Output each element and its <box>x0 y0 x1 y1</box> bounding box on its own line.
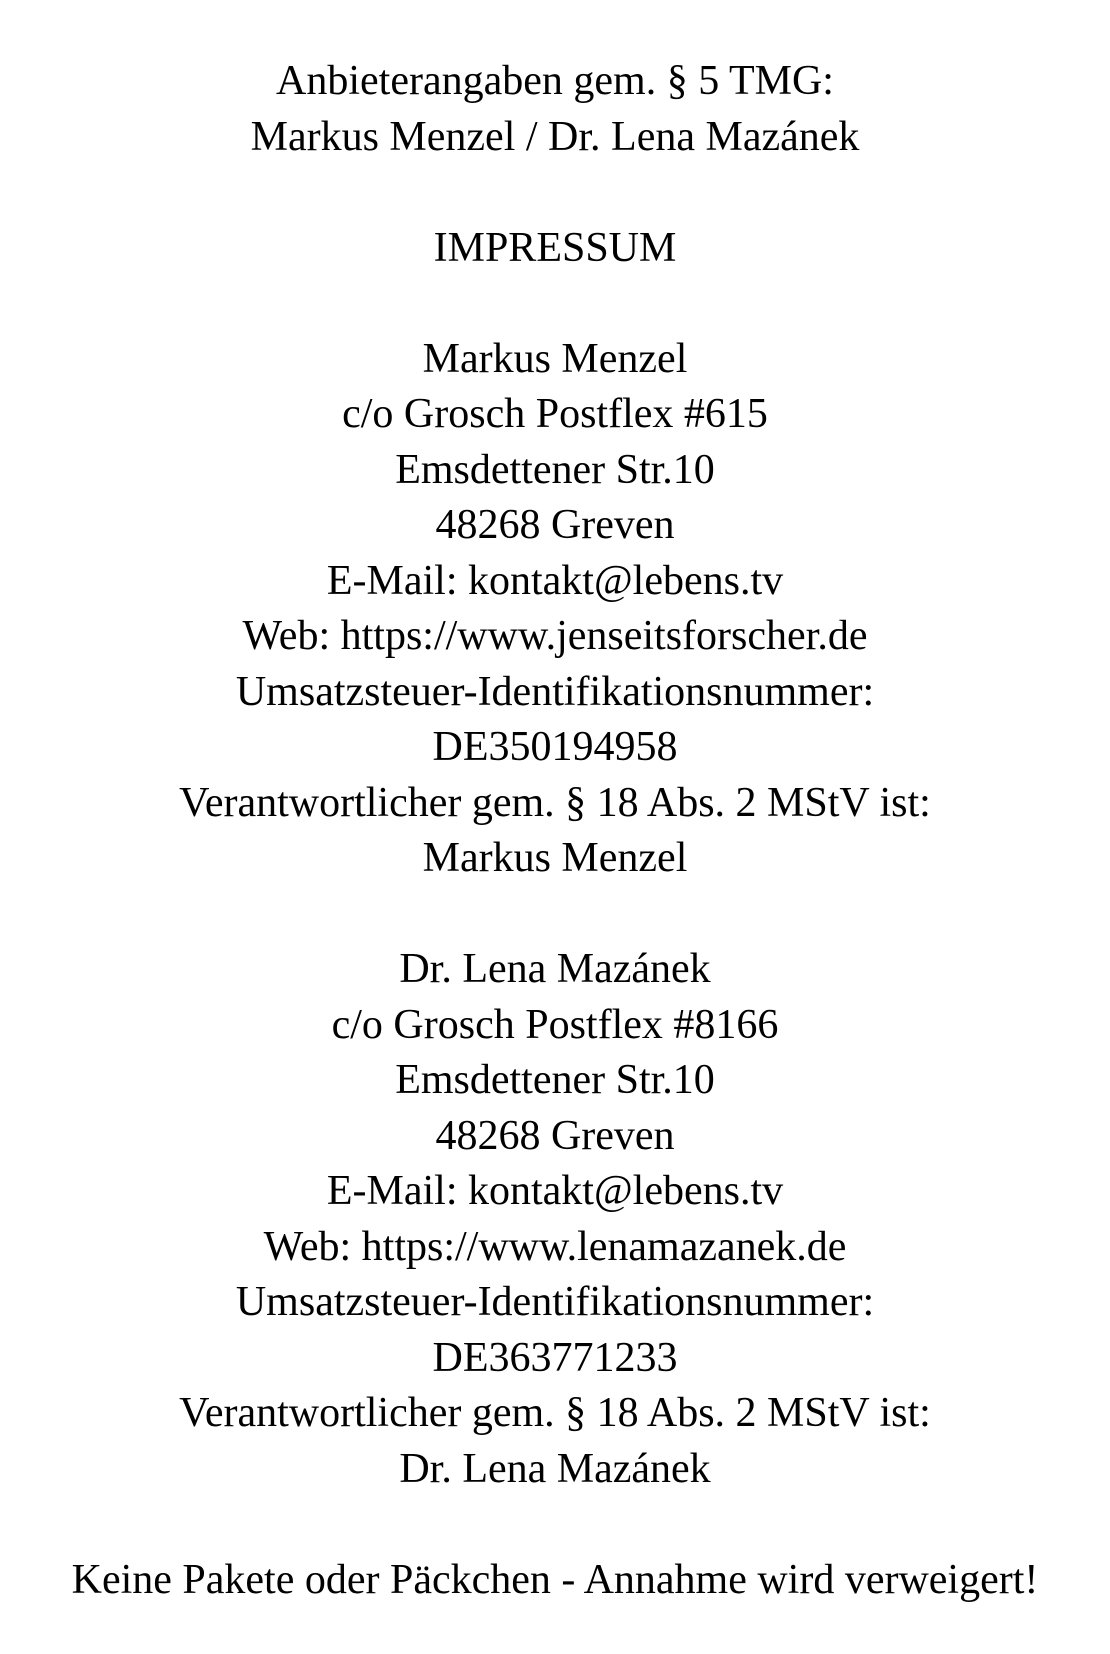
provider-website: Web: https://www.lenamazanek.de <box>263 1223 847 1270</box>
provider-street: Emsdettener Str.10 <box>395 1057 715 1103</box>
provider-email: E-Mail: kontakt@lebens.tv <box>326 557 784 604</box>
provider-header-line1: Anbieterangaben gem. § 5 TMG: <box>276 58 834 104</box>
provider-email: E-Mail: kontakt@lebens.tv <box>326 1168 784 1214</box>
spacer <box>0 887 1110 943</box>
provider-city: 48268 Greven <box>435 1112 675 1159</box>
provider-website: Web: https://www.jenseitsforscher.de <box>242 613 868 659</box>
provider-city: 48268 Greven <box>435 502 675 548</box>
page-title: IMPRESSUM <box>433 224 677 271</box>
provider-address-line: c/o Grosch Postflex #8166 <box>331 1001 779 1048</box>
provider-name: Dr. Lena Mazánek <box>399 946 711 992</box>
provider-responsible-name: Markus Menzel <box>422 835 688 881</box>
provider-vat-label: Umsatzsteuer-Identifikationsnummer: <box>235 668 875 715</box>
provider-block-menzel <box>0 332 1110 887</box>
provider-name: Markus Menzel <box>422 335 688 382</box>
provider-vat-id: DE350194958 <box>432 724 678 770</box>
provider-street: Emsdettener Str.10 <box>395 446 715 493</box>
provider-responsible-label: Verantwortlicher gem. § 18 Abs. 2 MStV ist: <box>179 779 931 826</box>
provider-responsible-name: Dr. Lena Mazánek <box>399 1445 711 1492</box>
provider-block-mazanek <box>0 942 1110 1497</box>
provider-vat-label: Umsatzsteuer-Identifikationsnummer: <box>235 1279 875 1325</box>
provider-vat-id: DE363771233 <box>432 1334 678 1381</box>
parcel-notice: Keine Pakete oder Päckchen - Annahme wird verweigert! <box>71 1556 1039 1603</box>
provider-address-line: c/o Grosch Postflex #615 <box>342 391 768 437</box>
spacer <box>0 165 1110 221</box>
spacer <box>0 276 1110 332</box>
provider-responsible-label: Verantwortlicher gem. § 18 Abs. 2 MStV ist: <box>179 1390 931 1436</box>
provider-header <box>0 54 1110 165</box>
provider-header-line2: Markus Menzel / Dr. Lena Mazánek <box>250 113 860 160</box>
spacer <box>0 1497 1110 1553</box>
